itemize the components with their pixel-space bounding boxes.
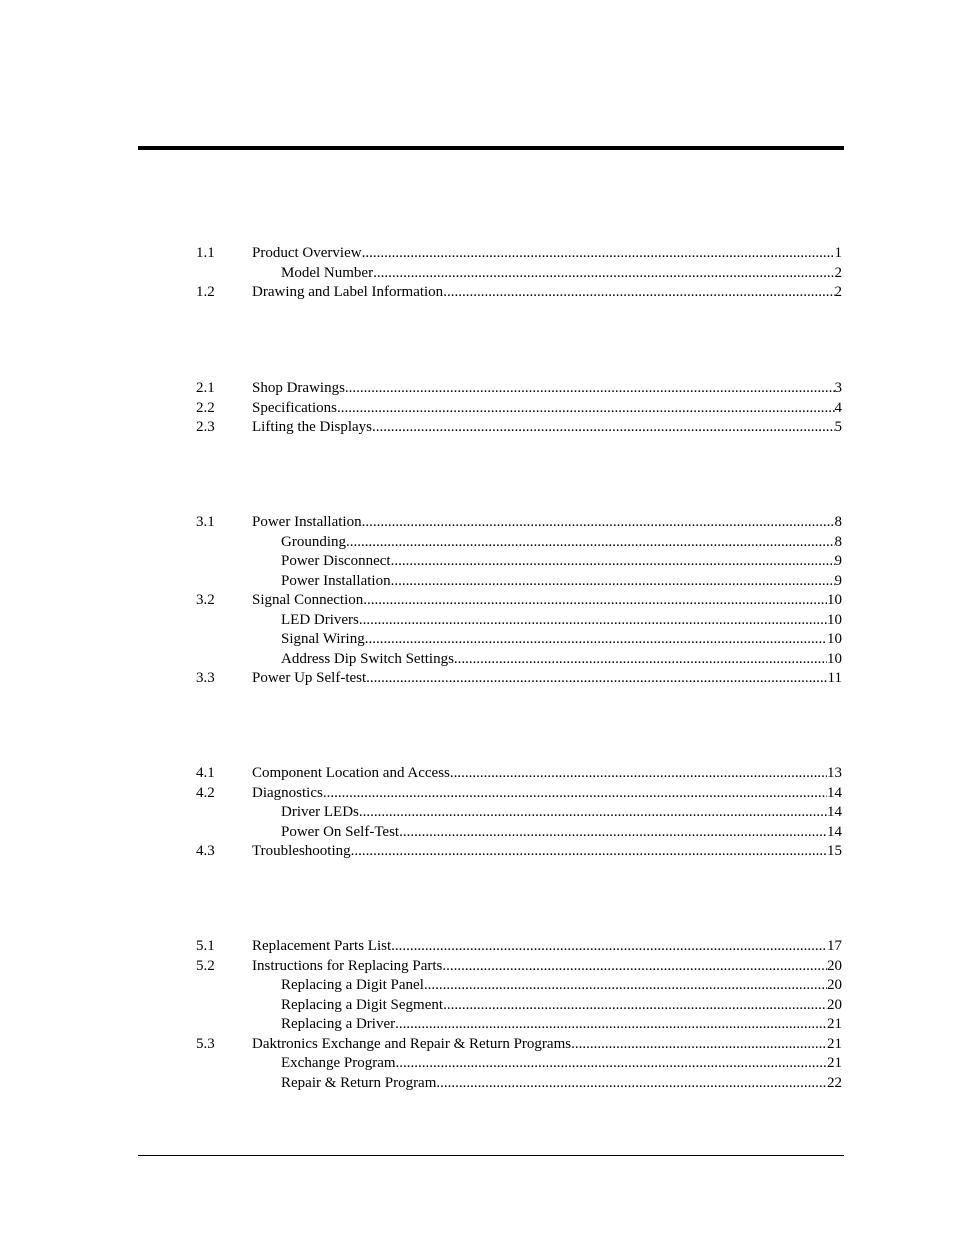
toc-page-number: 10 — [827, 650, 842, 667]
toc-page-number: 3 — [834, 380, 842, 396]
toc-entry-title: Repair & Return Program — [281, 1074, 437, 1091]
toc-entry[interactable] — [0, 764, 954, 784]
dot-leader — [359, 803, 827, 823]
toc-entry-number: 1.2 — [196, 284, 215, 300]
dot-leader — [571, 1035, 827, 1055]
dot-leader — [396, 1054, 827, 1074]
toc-entry-title: Specifications — [252, 399, 337, 416]
toc-entry-title: Lifting the Displays — [252, 419, 372, 435]
toc-page-number: 20 — [827, 977, 842, 993]
toc-entry[interactable] — [0, 418, 954, 438]
toc-entry-title: Troubleshooting — [252, 843, 351, 859]
toc-entry[interactable] — [0, 379, 954, 399]
toc-subentry[interactable] — [0, 1054, 954, 1074]
toc-entry[interactable] — [0, 957, 954, 977]
toc-entry-number: 5.2 — [196, 957, 215, 974]
toc-subentry[interactable] — [0, 803, 954, 823]
toc-entry-number: 4.1 — [196, 765, 215, 781]
dot-leader — [454, 650, 827, 670]
toc-entry-number: 3.3 — [196, 670, 215, 686]
dot-leader — [351, 842, 827, 862]
toc-entry-number: 4.2 — [196, 784, 215, 801]
toc-page-number: 10 — [827, 611, 842, 628]
toc-entry-title: Power Disconnect — [281, 553, 391, 569]
dot-leader — [450, 764, 827, 784]
toc-page-number: 15 — [827, 843, 842, 859]
toc-entry-number: 5.1 — [196, 938, 215, 954]
toc-subentry[interactable] — [0, 552, 954, 572]
toc-page-number: 2 — [834, 284, 842, 300]
toc-page-number: 9 — [834, 572, 842, 589]
toc-section-group — [0, 764, 954, 862]
toc-page-number: 14 — [827, 823, 842, 840]
dot-leader — [372, 418, 835, 438]
toc-entry-number: 3.2 — [196, 592, 215, 608]
toc-subentry[interactable] — [0, 264, 954, 284]
dot-leader — [391, 937, 827, 957]
toc-page-number: 21 — [827, 1016, 842, 1032]
toc-page-number: 5 — [834, 419, 842, 435]
toc-page-number: 10 — [827, 592, 842, 608]
toc-entry[interactable] — [0, 842, 954, 862]
toc-section-group — [0, 244, 954, 303]
toc-subentry[interactable] — [0, 630, 954, 650]
toc-entry-title: Signal Wiring — [281, 631, 365, 647]
dot-leader — [346, 533, 835, 553]
toc-page-number: 17 — [827, 938, 842, 954]
toc-entry-title: Power On Self-Test — [281, 823, 400, 840]
toc-page-number: 20 — [827, 957, 842, 974]
toc-entry-title: Signal Connection — [252, 592, 364, 608]
dot-leader — [443, 996, 827, 1016]
toc-entry-number: 4.3 — [196, 843, 215, 859]
toc-entry-title: Component Location and Access — [252, 765, 450, 781]
toc-entry-title: LED Drivers — [281, 611, 359, 628]
toc-subentry[interactable] — [0, 1015, 954, 1035]
dot-leader — [391, 572, 835, 592]
toc-entry[interactable] — [0, 399, 954, 419]
toc-entry-title: Replacing a Driver — [281, 1016, 396, 1032]
toc-entry-title: Drawing and Label Information — [252, 284, 444, 300]
toc-entry[interactable] — [0, 937, 954, 957]
dot-leader — [443, 283, 834, 303]
dot-leader — [399, 823, 827, 843]
toc-page-number: 14 — [827, 804, 842, 820]
toc-entry[interactable] — [0, 244, 954, 264]
toc-section-group — [0, 937, 954, 1093]
toc-subentry[interactable] — [0, 823, 954, 843]
toc-page-number: 4 — [834, 399, 842, 416]
toc-page-number: 13 — [827, 765, 842, 781]
toc-entry[interactable] — [0, 1035, 954, 1055]
toc-page-number: 21 — [827, 1035, 842, 1052]
toc-subentry[interactable] — [0, 996, 954, 1016]
toc-subentry[interactable] — [0, 572, 954, 592]
toc-page-number: 22 — [827, 1074, 842, 1091]
toc-page-number: 1 — [834, 245, 842, 261]
toc-section-group — [0, 379, 954, 438]
toc-entry-title: Address Dip Switch Settings — [281, 650, 454, 667]
toc-page-number: 8 — [834, 533, 842, 550]
dot-leader — [366, 669, 827, 689]
dot-leader — [373, 264, 834, 284]
dot-leader — [442, 957, 827, 977]
toc-entry-title: Driver LEDs — [281, 804, 359, 820]
toc-page-number: 14 — [827, 784, 842, 801]
toc-entry-number: 5.3 — [196, 1035, 215, 1052]
toc-entry[interactable] — [0, 513, 954, 533]
dot-leader — [359, 611, 827, 631]
toc-entry-title: Diagnostics — [252, 784, 323, 801]
toc-entry-number: 1.1 — [196, 245, 215, 261]
toc-page-number: 10 — [827, 631, 842, 647]
dot-leader — [363, 591, 827, 611]
toc-entry-title: Power Installation — [252, 514, 362, 530]
dot-leader — [362, 513, 835, 533]
toc-entry[interactable] — [0, 784, 954, 804]
toc-subentry[interactable] — [0, 976, 954, 996]
toc-page-number: 9 — [834, 553, 842, 569]
dot-leader — [395, 1015, 827, 1035]
toc-page-number: 11 — [827, 670, 842, 686]
toc-entry-number: 2.2 — [196, 399, 215, 416]
toc-entry-title: Product Overview — [252, 245, 362, 261]
toc-page-number: 2 — [834, 264, 842, 281]
toc-entry-title: Power Up Self-test — [252, 670, 367, 686]
dot-leader — [391, 552, 835, 572]
toc-entry[interactable] — [0, 283, 954, 303]
toc-subentry[interactable] — [0, 650, 954, 670]
top-rule — [138, 146, 844, 150]
dot-leader — [345, 379, 835, 399]
toc-section-group — [0, 513, 954, 689]
toc-entry[interactable] — [0, 669, 954, 689]
toc-subentry[interactable] — [0, 533, 954, 553]
toc-page-number: 20 — [827, 996, 842, 1013]
toc-entry-title: Shop Drawings — [252, 380, 345, 396]
toc-entry-number: 2.3 — [196, 419, 215, 435]
toc-entry-title: Grounding — [281, 533, 346, 550]
toc-entry-title: Instructions for Replacing Parts — [252, 957, 443, 974]
toc-entry-number: 2.1 — [196, 380, 215, 396]
toc-entry-title: Daktronics Exchange and Repair & Return Programs — [252, 1035, 572, 1052]
toc-entry-number: 3.1 — [196, 514, 215, 530]
toc-entry-title: Replacement Parts List — [252, 938, 392, 954]
toc-entry-title: Replacing a Digit Segment — [281, 996, 444, 1013]
toc-entry-title: Replacing a Digit Panel — [281, 977, 424, 993]
toc-entry-title: Model Number — [281, 264, 374, 281]
dot-leader — [337, 399, 835, 419]
dot-leader — [365, 630, 827, 650]
toc-subentry[interactable] — [0, 611, 954, 631]
footer-rule — [138, 1155, 844, 1156]
dot-leader — [424, 976, 827, 996]
toc-subentry[interactable] — [0, 1074, 954, 1094]
toc-entry[interactable] — [0, 591, 954, 611]
toc-page-number: 21 — [827, 1055, 842, 1071]
toc-entry-title: Power Installation — [281, 572, 391, 589]
toc-entry-title: Exchange Program — [281, 1055, 396, 1071]
dot-leader — [323, 784, 827, 804]
toc-page-number: 8 — [834, 514, 842, 530]
dot-leader — [436, 1074, 827, 1094]
dot-leader — [362, 244, 835, 264]
